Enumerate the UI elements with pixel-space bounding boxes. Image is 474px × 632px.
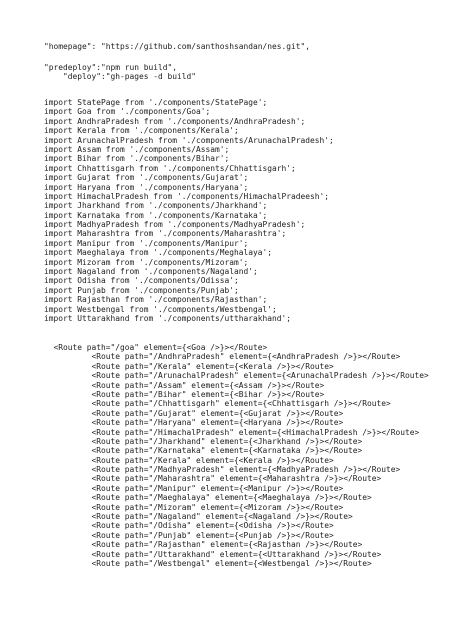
code-line: import Assam from './components/Assam';: [44, 144, 230, 154]
code-line: <Route path="/Mizoram" element={<Mizoram />}></Route>: [44, 502, 344, 512]
code-line: <Route path="/Jharkhand" element={<Jharkhand />}></Route>: [44, 436, 363, 446]
code-line: import Odisha from './components/Odissa';: [44, 276, 239, 286]
code-line: import Nagaland from './components/Nagaland';: [44, 267, 258, 277]
code-line: import Uttarakhand from './components/uttharakhand';: [44, 313, 292, 323]
code-line: <Route path="/Nagaland" element={<Nagaland />}></Route>: [44, 512, 353, 522]
package-json-snippet: [44, 42, 310, 51]
code-line: <Route path="/MadhyaPradesh" element={<MadhyaPradesh />}></Route>: [44, 465, 401, 475]
code-line: import Gujarat from './components/Gujarat';: [44, 173, 249, 183]
code-line: <Route path="/Manipur" element={<Manipur />}></Route>: [44, 483, 344, 493]
code-line: <Route path="/Chhattisgarh" element={<Chhattisgarh />}></Route>: [44, 399, 391, 409]
code-line: "homepage": "https://github.com/santhoshsandan/nes.git",: [44, 42, 311, 51]
code-line: import Maeghalaya from './components/Meghalaya';: [44, 248, 273, 258]
code-line: import Chhattisgarh from './components/Chhattisgarh';: [44, 163, 296, 173]
code-line: <Route path="/Bihar" element={<Bihar />}></Route>: [44, 389, 325, 399]
code-line: <Route path="/Punjab" element={<Punjab />}></Route>: [44, 530, 334, 540]
code-line: <Route path="/HimachalPradesh" element={<HimachalPradesh />}></Route>: [44, 427, 420, 437]
code-line: <Route path="/Karnataka" element={<Karnataka />}></Route>: [44, 446, 363, 456]
code-line: import Jharkhand from './components/Jharkhand';: [44, 201, 268, 211]
code-line: <Route path="/Uttarakhand" element={<Uttarakhand />}></Route>: [44, 549, 382, 559]
code-line: <Route path="/Kerala" element={<Kerala />}></Route>: [44, 361, 334, 371]
code-line: <Route path="/AndhraPradesh" element={<AndhraPradesh />}></Route>: [44, 352, 401, 362]
route-definitions: [44, 343, 429, 568]
code-line: import Manipur from './components/Manipur';: [44, 238, 249, 248]
code-line: "deploy":"gh-pages -d build": [44, 72, 197, 82]
code-line: import ArunachalPradesh from './components/ArunachalPradesh';: [44, 135, 334, 145]
code-line: <Route path="/Haryana" element={<Haryana />}></Route>: [44, 418, 344, 428]
code-line: <Route path="/ArunachalPradesh" element={<ArunachalPradesh />}></Route>: [44, 371, 429, 381]
scripts-snippet: [44, 63, 196, 82]
code-line: <Route path="/goa" element={<Goa />}></Route>: [44, 343, 268, 352]
code-line: <Route path="/Maeghalaya" element={<Maeghalaya />}></Route>: [44, 493, 372, 503]
code-line: import Westbengal from './components/Westbengal';: [44, 304, 277, 314]
code-line: import AndhraPradesh from './components/AndhraPradesh';: [44, 116, 306, 126]
code-line: <Route path="/Westbengal" element={<Westbengal />}></Route>: [44, 558, 372, 568]
code-line: import Karnataka from './components/Karnataka';: [44, 210, 268, 220]
code-line: import Maharashtra from './components/Maharashtra';: [44, 229, 287, 239]
code-line: import MadhyaPradesh from './components/MadhyaPradesh';: [44, 220, 306, 230]
import-statements: [44, 98, 334, 323]
code-line: <Route path="/Assam" element={<Assam />}></Route>: [44, 380, 325, 390]
code-line: import Rajasthan from './components/Rajasthan';: [44, 295, 268, 305]
code-line: import Goa from './components/Goa';: [44, 107, 211, 117]
code-line: import Punjab from './components/Punjab';: [44, 285, 239, 295]
code-line: import HimachalPradesh from './components/HimachalPradeesh';: [44, 191, 330, 201]
code-line: import Haryana from './components/Haryana';: [44, 182, 249, 192]
code-line: "predeploy":"npm run build",: [44, 63, 178, 72]
code-line: import Kerala from './components/Kerala';: [44, 126, 239, 136]
code-line: import Mizoram from './components/Mizoram';: [44, 257, 249, 267]
code-line: import StatePage from './components/StatePage';: [44, 98, 268, 107]
code-line: <Route path="/Rajasthan" element={<Rajasthan />}></Route>: [44, 540, 363, 550]
code-line: <Route path="/Maharashtra" element={<Maharashtra />}></Route>: [44, 474, 382, 484]
code-line: <Route path="/Kerala" element={<Kerala />}></Route>: [44, 455, 334, 465]
code-line: import Bihar from './components/Bihar';: [44, 154, 230, 164]
code-line: <Route path="/Gujarat" element={<Gujarat />}></Route>: [44, 408, 344, 418]
code-line: <Route path="/Odisha" element={<Odisha />}></Route>: [44, 521, 334, 531]
